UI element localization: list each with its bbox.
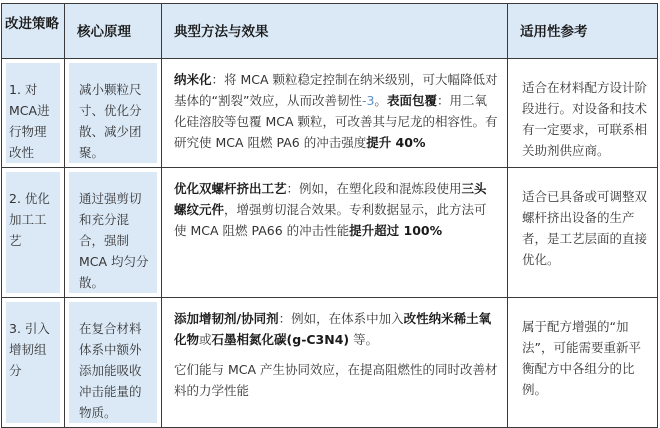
- method-note: 它们能与 MCA 产生协同效应，在提高阻燃性的同时改善材料的力学性能: [174, 362, 498, 398]
- method-cell: 纳米化：将 MCA 颗粒稳定控制在纳米级别，可大幅降低对基体的“割裂”效应，从而改善韧性-3。表面包覆：用二氧化硅溶胶等包覆 MCA 颗粒，可改善其与尼龙的相容性。有研究使 MCA 阻燃 PA6 的冲击强度提升 40%: [162, 59, 508, 168]
- applicability-cell: 适合在材料配方设计阶段进行。对设备和技术有一定要求，可联系相关助剂供应商。: [508, 59, 658, 168]
- header-principle: 核心原理: [65, 4, 162, 59]
- header-strategy: 改进策略: [2, 4, 65, 59]
- principle-cell: 在复合材料体系中额外添加能吸收冲击能量的物质。: [65, 298, 162, 428]
- method-title: 纳米化: [174, 72, 212, 87]
- method-cell: 添加增韧剂/协同剂：例如，在体系中加入改性纳米稀土氧化物或石墨相氮化碳(g-C3N4) 等。 它们能与 MCA 产生协同效应，在提高阻燃性的同时改善材料的力学性能: [162, 298, 508, 428]
- table-row: [2, 298, 658, 428]
- principle-cell: 通过强剪切和充分混合，强制 MCA 均匀分散。: [65, 168, 162, 298]
- table-row: [2, 59, 658, 168]
- method-title: 优化双螺杆挤出工艺: [174, 181, 287, 196]
- strategy-cell: 1. 对MCA进行物理改性: [2, 59, 65, 168]
- table-row: [2, 168, 658, 298]
- strategy-cell: 2. 优化加工工艺: [2, 168, 65, 298]
- reference-link[interactable]: -3: [361, 93, 375, 108]
- principle-cell: 减小颗粒尺寸、优化分散、减少团聚。: [65, 59, 162, 168]
- header-applicability: 适用性参考: [508, 4, 658, 59]
- applicability-cell: 适合已具备或可调整双螺杆挤出设备的生产者，是工艺层面的直接优化。: [508, 168, 658, 298]
- strategy-table: [1, 3, 658, 428]
- method-cell: 优化双螺杆挤出工艺：例如，在塑化段和混炼段使用三头螺纹元件，增强剪切混合效果。专利数据显示，此方法可使 MCA 阻燃 PA66 的冲击性能提升超过 100%: [162, 168, 508, 298]
- strategy-cell: 3. 引入增韧组分: [2, 298, 65, 428]
- header-row: [2, 4, 658, 59]
- header-method: 典型方法与效果: [162, 4, 508, 59]
- method-title: 添加增韧剂/协同剂: [174, 311, 279, 326]
- applicability-cell: 属于配方增强的“加法”，可能需要重新平衡配方中各组分的比例。: [508, 298, 658, 428]
